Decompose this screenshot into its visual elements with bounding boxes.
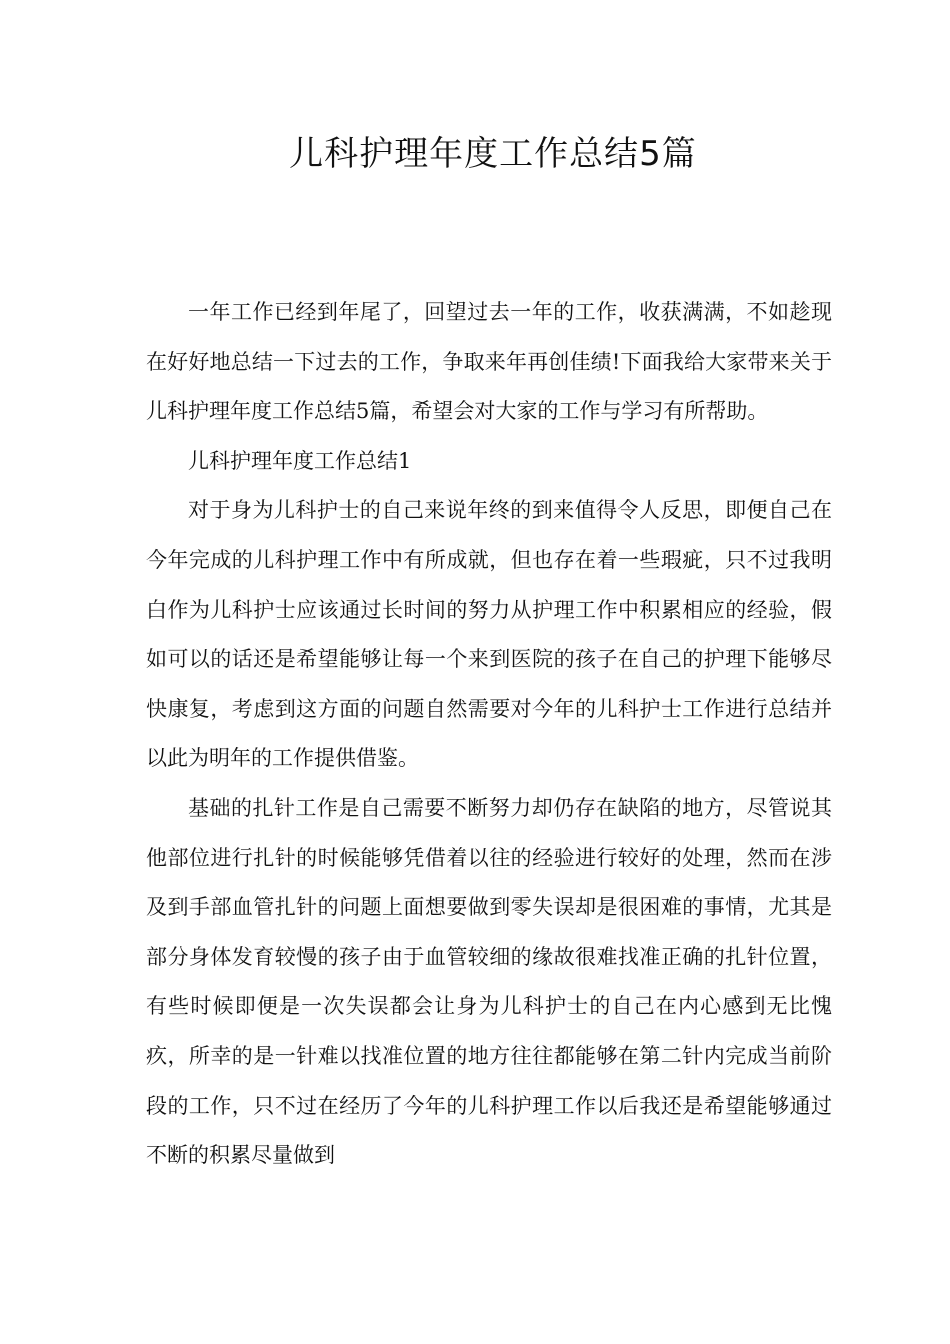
body-paragraph: 基础的扎针工作是自己需要不断努力却仍存在缺陷的地方，尽管说其他部位进行扎针的时候能够凭借着以往的经验进行较好的处理，然而在涉及到手部血管扎针的问题上面想要做到零失误却是很困难的事情，尤其是部分身体发育较慢的孩子由于血管较细的缘故很难找准正确的扎针位置，有些时候即便是一次失误都会让身为儿科护士的自己在内心感到无比愧疚，所幸的是一针难以找准位置的地方往往都能够在第二针内完成当前阶段的工作，只不过在经历了今年的儿科护理工作以后我还是希望能够通过不断的积累尽量做到 <box>146 795 832 1168</box>
section-heading: 儿科护理年度工作总结1 <box>188 448 412 473</box>
document-title: 儿科护理年度工作总结5篇 <box>289 134 697 174</box>
body-paragraph: 对于身为儿科护士的自己来说年终的到来值得令人反思，即便自己在今年完成的儿科护理工作中有所成就，但也存在着一些瑕疵，只不过我明白作为儿科护士应该通过长时间的努力从护理工作中积累相应的经验，假如可以的话还是希望能够让每一个来到医院的孩子在自己的护理下能够尽快康复，考虑到这方面的问题自然需要对今年的儿科护士工作进行总结并以此为明年的工作提供借鉴。 <box>146 498 832 771</box>
document-body <box>146 288 832 1181</box>
intro-paragraph: 一年工作已经到年尾了，回望过去一年的工作，收获满满，不如趁现在好好地总结一下过去的工作，争取来年再创佳绩!下面我给大家带来关于儿科护理年度工作总结5篇，希望会对大家的工作与学习有所帮助。 <box>146 300 832 424</box>
